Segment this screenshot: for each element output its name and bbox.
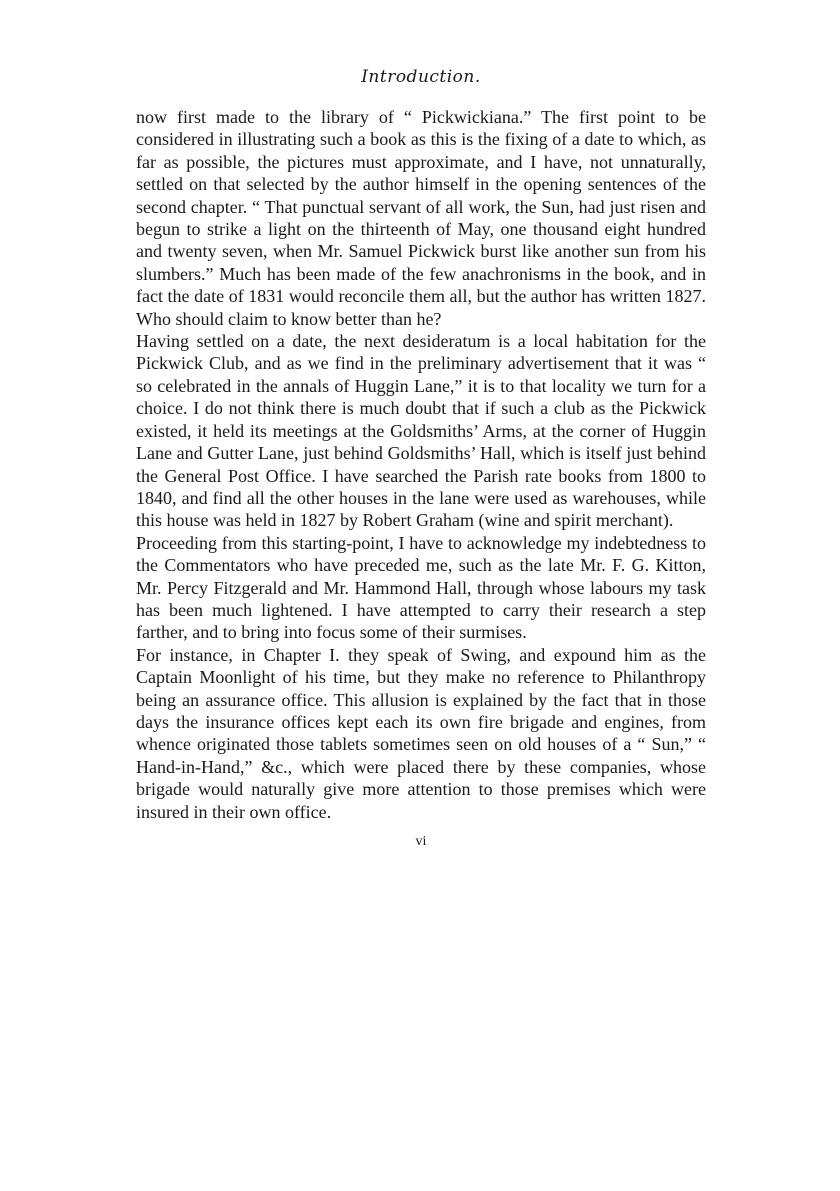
paragraph-4: For instance, in Chapter I. they speak of Swing, and expound him as the Captain Moonlight of his time, but they make no reference to Philanthropy being an assurance office. This allusion is explained by the fact that in those days the insurance offices kept each its own fire brigade and engines, from whence originated those tablets sometimes seen on old houses of a “ Sun,” “ Hand-in-Hand,” &c., which were placed there by these companies, whose brigade would naturally give more attention to those premises which were insured in their own office. bbox=[136, 644, 706, 822]
page bbox=[136, 66, 706, 851]
page-number: vi bbox=[415, 834, 427, 849]
body-text bbox=[136, 106, 706, 823]
running-head: Introduction. bbox=[361, 67, 481, 87]
paragraph-2: Having settled on a date, the next desideratum is a local habitation for the Pickwick Club, and as we find in the preliminary advertisement that it was “ so celebrated in the annals of Huggin Lane,” it is to that locality we turn for a choice. I do not think there is much doubt that if such a club as the Pickwick existed, it held its meetings at the Goldsmiths’ Arms, at the corner of Huggin Lane and Gutter Lane, just behind Goldsmiths’ Hall, which is itself just behind the General Post Office. I have searched the Parish rate books from 1800 to 1840, and find all the other houses in the lane were used as warehouses, while this house was held in 1827 by Robert Graham (wine and spirit merchant). bbox=[136, 331, 706, 531]
paragraph-1: now first made to the library of “ Pickwickiana.” The first point to be considered in illustrating such a book as this is the fixing of a date to which, as far as possible, the pictures must approximate, and I have, not unnaturally, settled on that selected by the author himself in the opening sentences of the second chapter. “ That punctual servant of all work, the Sun, had just risen and begun to strike a light on the thirteenth of May, one thousand eight hundred and twenty seven, when Mr. Samuel Pickwick burst like another sun from his slumbers.” Much has been made of the few anachronisms in the book, and in fact the date of 1831 would reconcile them all, but the author has written 1827. Who should claim to know better than he? bbox=[136, 107, 706, 329]
paragraph-3: Proceeding from this starting-point, I have to acknowledge my indebtedness to the Commentators who have preceded me, such as the late Mr. F. G. Kitton, Mr. Percy Fitzgerald and Mr. Hammond Hall, through whose labours my task has been much lightened. I have attempted to carry their research a step farther, and to bring into focus some of their surmises. bbox=[136, 532, 706, 643]
